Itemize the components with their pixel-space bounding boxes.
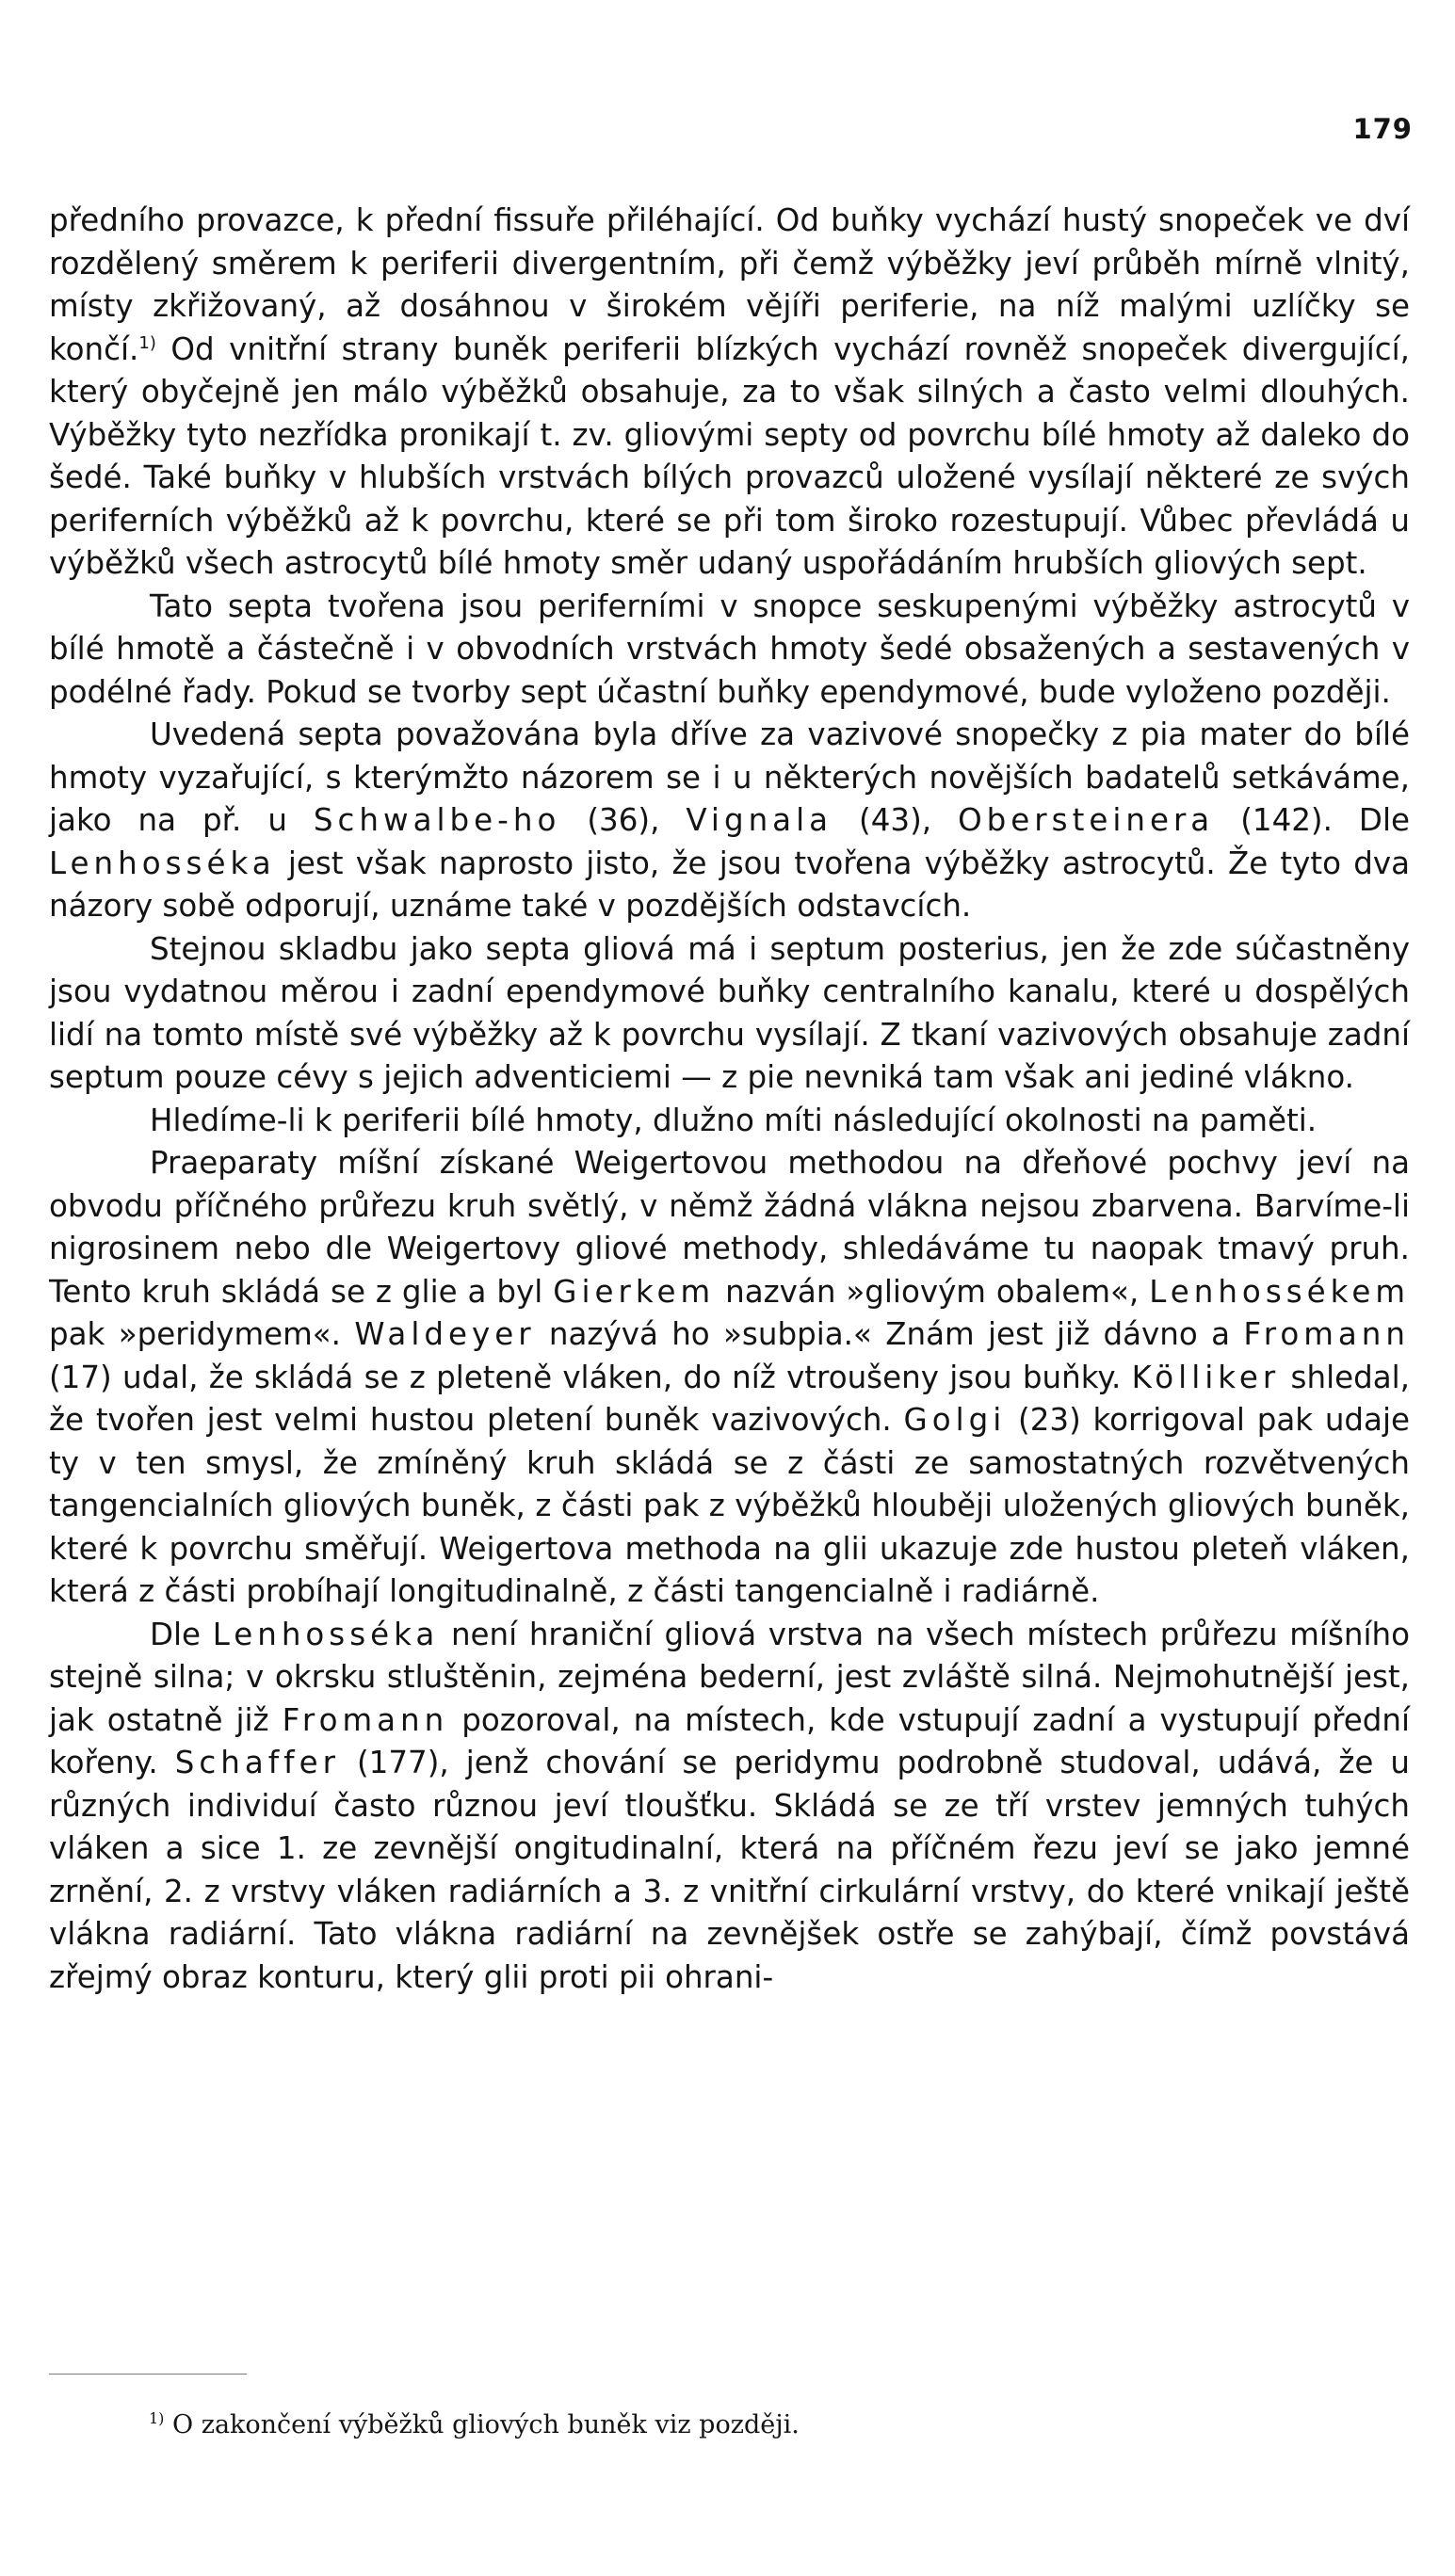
author-name: Waldeyer <box>354 1316 536 1352</box>
paragraph-3-text-c: (43), <box>833 802 959 838</box>
paragraph-2: Tato septa tvořena jsou periferními v snopce seskupenými výběžky astrocytů v bílé hmotě a částečně i v obvodních vrstvách hmoty šedé obsažených a sestavených v podélné řady. Pokud se tvorby sept účastní buňky ependymové, bude vyloženo později. <box>49 588 1410 710</box>
paragraph-1-text-b: Od vnitřní strany buněk periferii blízkých vychází rovněž snopeček divergující, který obyčejně jen málo výběžků obsahuje, za to však silných a často velmi dlouhých. Výběžky tyto nezřídka pronikají t. zv. gliovými septy od povrchu bílé hmoty až daleko do šedé. Také buňky v hlubších vrstvách bílých provazců uložené vysílají některé ze svých periferních výběžků až k povrchu, které se při tom široko rozestupují. Vůbec převládá u výběžků všech astrocytů bílé hmoty směr udaný uspořádáním hrubších gliových sept. <box>49 330 1410 581</box>
author-name: Fromann <box>1243 1316 1410 1352</box>
paragraph-4: Stejnou skladbu jako septa gliová má i septum posterius, jen že zde súčastněny jsou vydatnou měrou i zadní ependymové buňky centralního kanalu, které u dospělých lidí na tomto místě své výběžky až k povrchu vysílají. Z tkaní vazivových obsahuje zadní septum pouze cévy s jejich adventiciemi — z pie nevniká tam však ani jediné vlákno. <box>49 930 1410 1095</box>
paragraph-7 <box>49 1614 1410 2000</box>
paragraph-6-text-g: (23) korrigoval pak udaje ty v ten smysl, že zmíněný kruh skládá se z části ze samostatných rozvětvených tangencialních gliových buněk, z části pak z výběžků hlouběji uložených gliových buněk, které k povrchu směřují. Weigertova methoda na glii ukazuje zde hustou pleteň vláken, která z části probíhají longitudinalně, z části tangencialně i radiárně. <box>49 1402 1410 1609</box>
author-name: Kölliker <box>1131 1359 1281 1395</box>
paragraph-3-text-a: Uvedená septa považována byla dříve za vazivové snopečky z pia mater do bílé hmoty vyzařující, s kterýmžto názorem se i u některých novějších badatelů setkáváme, jako na př. u <box>49 716 1410 838</box>
author-name: Schwalbe-ho <box>313 802 561 838</box>
author-name: Obersteinera <box>958 802 1215 838</box>
author-name: Golgi <box>903 1402 1007 1438</box>
footnote-marker: 1) <box>149 2409 165 2427</box>
footnote-text: O zakončení výběžků gliových buněk viz později. <box>164 2410 800 2439</box>
author-name: Fromann <box>282 1701 449 1738</box>
author-name: Lenhosséka <box>49 845 276 881</box>
paragraph-6-text-c: pak »peridymem«. <box>49 1316 355 1352</box>
paragraph-6-text-f: shledal, že tvořen jest velmi hustou pletení buněk vazivových. <box>49 1359 1411 1438</box>
paragraph-3 <box>49 714 1410 928</box>
author-name: Lenhossékem <box>1149 1273 1410 1310</box>
paragraph-6-text-d: nazývá ho »subpia.« Znám jest již dávno a <box>535 1316 1244 1352</box>
paragraph-7-text-d: (177), jenž chování se peridymu podrobně studoval, udává, že u různých individuí často různou jeví tloušťku. Skládá se ze tří vrstev jemných tuhých vláken a sice 1. ze zevnější ongitudinalní, která na příčném řezu jeví se jako jemné zrnění, 2. z vrstvy vláken radiárních a 3. z vnitřní cirkulární vrstvy, do které vnikají ještě vlákna radiární. Tato vlákna radiární na zevnějšek ostře se zahýbají, čímž povstává zřejmý obraz konturu, který glii proti pii ohrani- <box>49 1745 1410 1995</box>
footnote-divider <box>49 2374 247 2375</box>
paragraph-1-text-a: předního provazce, k přední fissuře přiléhající. Od buňky vychází hustý snopeček ve dví rozdělený směrem k periferii divergentním, při čemž výběžky jeví průběh mírně vlnitý, místy zkřižovaný, až dosáhnou v širokém vějíři periferie, na níž malými uzlíčky se končí. <box>49 202 1410 367</box>
paragraph-1 <box>49 200 1410 586</box>
paragraph-7-text-c: pozoroval, na místech, kde vstupují zadní a vystupují přední kořeny. <box>49 1701 1410 1780</box>
author-name: Lenhosséka <box>212 1616 440 1652</box>
paragraph-3-text-b: (36), <box>560 802 687 838</box>
footnote <box>149 2408 800 2442</box>
paragraph-6-text-e: (17) udal, že skládá se z pleteně vláken, do níž vtroušeny jsou buňky. <box>49 1359 1132 1395</box>
paragraph-6-text-a: Praeparaty míšní získané Weigertovou methodou na dřeňové pochvy jeví na obvodu příčného průřezu kruh světlý, v němž žádná vlákna nejsou zbarvena. Barvíme-li nigrosinem nebo dle Weigertovy gliové methody, shledáváme tu naopak tmavý pruh. Tento kruh skládá se z glie a byl <box>49 1145 1410 1310</box>
paragraph-6-text-b: nazván »gliovým obalem«, <box>715 1273 1150 1310</box>
author-name: Gierkem <box>553 1273 716 1310</box>
paragraph-5: Hledíme-li k periferii bílé hmoty, dlužno míti následující okolnosti na paměti. <box>150 1102 1318 1138</box>
author-name: Schaffer <box>174 1745 340 1780</box>
paragraph-7-text-a: Dle <box>150 1616 213 1652</box>
paragraph-3-text-d: (142). Dle <box>1214 802 1410 838</box>
paragraph-7-text-b: není hraniční gliová vrstva na všech místech průřezu míšního stejně silna; v okrsku stluštěnin, zejména bederní, jest zvláště silná. Nejmohutnější jest, jak ostatně již <box>49 1616 1410 1738</box>
author-name: Vignala <box>686 802 833 838</box>
page-body <box>49 200 1410 1999</box>
paragraph-6 <box>49 1142 1410 1614</box>
footnote-reference: 1) <box>138 332 156 353</box>
paragraph-3-text-e: jest však naprosto jisto, že jsou tvořena výběžky astrocytů. Že tyto dva názory sobě odporují, uznáme také v pozdějších odstavcích. <box>49 845 1410 924</box>
page-number: 179 <box>1352 113 1413 145</box>
